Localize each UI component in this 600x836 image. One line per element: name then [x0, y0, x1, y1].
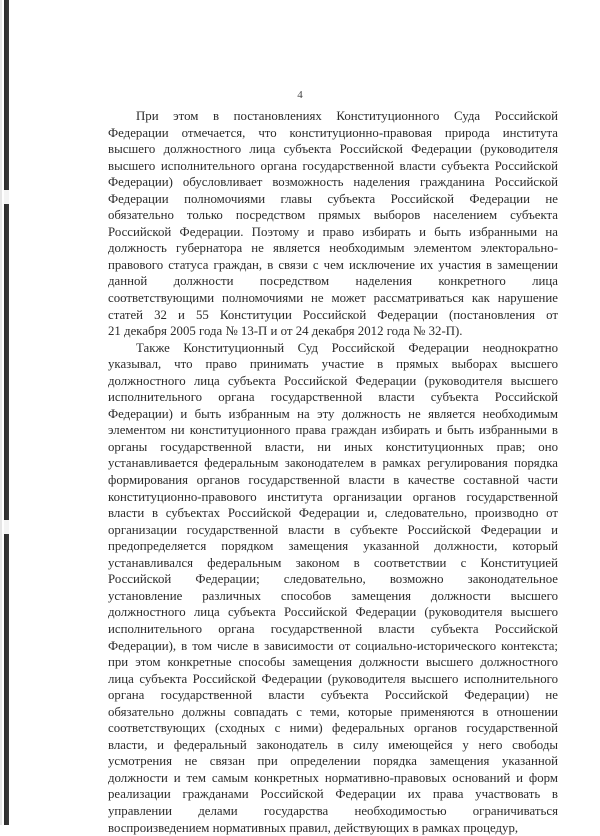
text-line: управлении делами государства необходимостью ограничиваться	[108, 803, 558, 818]
text-line: исполнительного органа государственной власти субъекта Российской	[108, 621, 558, 636]
text-line: органы государственной власти, ни иных конституционных прав; оно	[108, 439, 558, 454]
paragraph	[108, 108, 558, 340]
text-line: должностного лица субъекта Российской Федерации (руководителя высшего	[108, 373, 558, 388]
text-line: должности и тем самым конкретных нормативно-правовых оснований и форм	[108, 770, 558, 785]
text-line: статей 32 и 55 Конституции Российской Федерации (постановления от	[108, 307, 558, 322]
text-line: формирования органов государственной власти в качестве составной части	[108, 473, 558, 488]
text-line: устанавливается федеральным законодателем в рамках регулирования порядка	[108, 456, 558, 471]
text-line: Федерации), в том числе в зависимости от социально-исторического контекста;	[108, 638, 558, 653]
text-line: власти в субъектах Российской Федерации и, следовательно, производно от	[108, 506, 558, 521]
text-line: элементом ни конституционного права граждан избирать и быть избранными в	[108, 423, 558, 438]
text-line: Российской Федерации; следовательно, возможно законодательное	[108, 572, 558, 587]
text-line: соответствующими полномочиями не может рассматриваться как нарушение	[108, 291, 558, 306]
text-line: данной должности посредством наделения конкретного лица	[108, 274, 558, 289]
text-line: соответствующих (сходных с ними) федеральных органов государственной	[108, 721, 558, 736]
document-body	[108, 108, 558, 836]
page-number: 4	[297, 89, 303, 101]
text-line: исполнительного органа государственной власти субъекта Российской	[108, 390, 558, 405]
text-line: высшего исполнительного органа государственной власти субъекта Российской	[108, 158, 558, 173]
text-line: обязательно должны совпадать с теми, которые применяются в отношении	[108, 704, 558, 719]
text-line: органа государственной власти субъекта Российской Федерации) не	[108, 688, 558, 703]
text-line: должностного лица субъекта Российской Федерации (руководителя высшего	[108, 605, 558, 620]
text-line: правового статуса граждан, в связи с чем исключение их участия в замещении	[108, 257, 558, 272]
text-line: устанавливался федеральным законом в соответствии с Конституцией	[108, 555, 558, 570]
text-line: воспроизведением нормативных правил, действующих в рамках процедур,	[108, 820, 519, 835]
text-line: предопределяется порядком замещения указанной должности, который	[108, 539, 558, 554]
text-line: указывал, что право принимать участие в прямых выборах высшего	[108, 357, 558, 372]
text-line: должность губернатора не является необходимым элементом электорально-	[108, 241, 558, 256]
text-line: высшего должностного лица субъекта Российской Федерации (руководителя	[108, 142, 558, 157]
text-line: усмотрения не связан при определении порядка замещения указанной	[108, 754, 558, 769]
text-line: конституционно-правового института организации органов государственной	[108, 489, 558, 504]
text-line: При этом в постановлениях Конституционного Суда Российской	[136, 109, 558, 123]
text-line: власти, и федеральный законодатель в силу имеющейся у него свободы	[108, 737, 558, 752]
text-line: Федерации) и быть избранным на эту должность не является необходимым	[108, 406, 558, 421]
paragraph	[108, 340, 558, 836]
text-line: лица субъекта Российской Федерации (руководителя высшего исполнительного	[108, 671, 558, 686]
text-line: установление различных способов замещения должности высшего	[108, 588, 558, 603]
text-line: Федерации) обусловливает возможность наделения гражданина Российской	[108, 175, 558, 190]
scan-binding-edge	[0, 0, 9, 825]
text-line: Федерации полномочиями главы субъекта Российской Федерации не	[108, 191, 558, 206]
text-line: организации государственной власти в субъекте Российской Федерации и	[108, 522, 558, 537]
text-line: обязательно только посредством прямых выборов населением субъекта	[108, 208, 558, 223]
text-line: реализации гражданами Российской Федерации их права участвовать в	[108, 787, 558, 802]
text-line: Российской Федерации. Поэтому и право избирать и быть избранными на	[108, 224, 558, 239]
text-line: 21 декабря 2005 года № 13-П и от 24 декабря 2012 года № 32-П).	[108, 324, 463, 339]
text-line: Федерации отмечается, что конституционно-правовая природа института	[108, 125, 558, 140]
text-line: Также Конституционный Суд Российской Федерации неоднократно	[136, 340, 558, 355]
text-line: при этом конкретные способы замещения должности высшего должностного	[108, 655, 558, 670]
